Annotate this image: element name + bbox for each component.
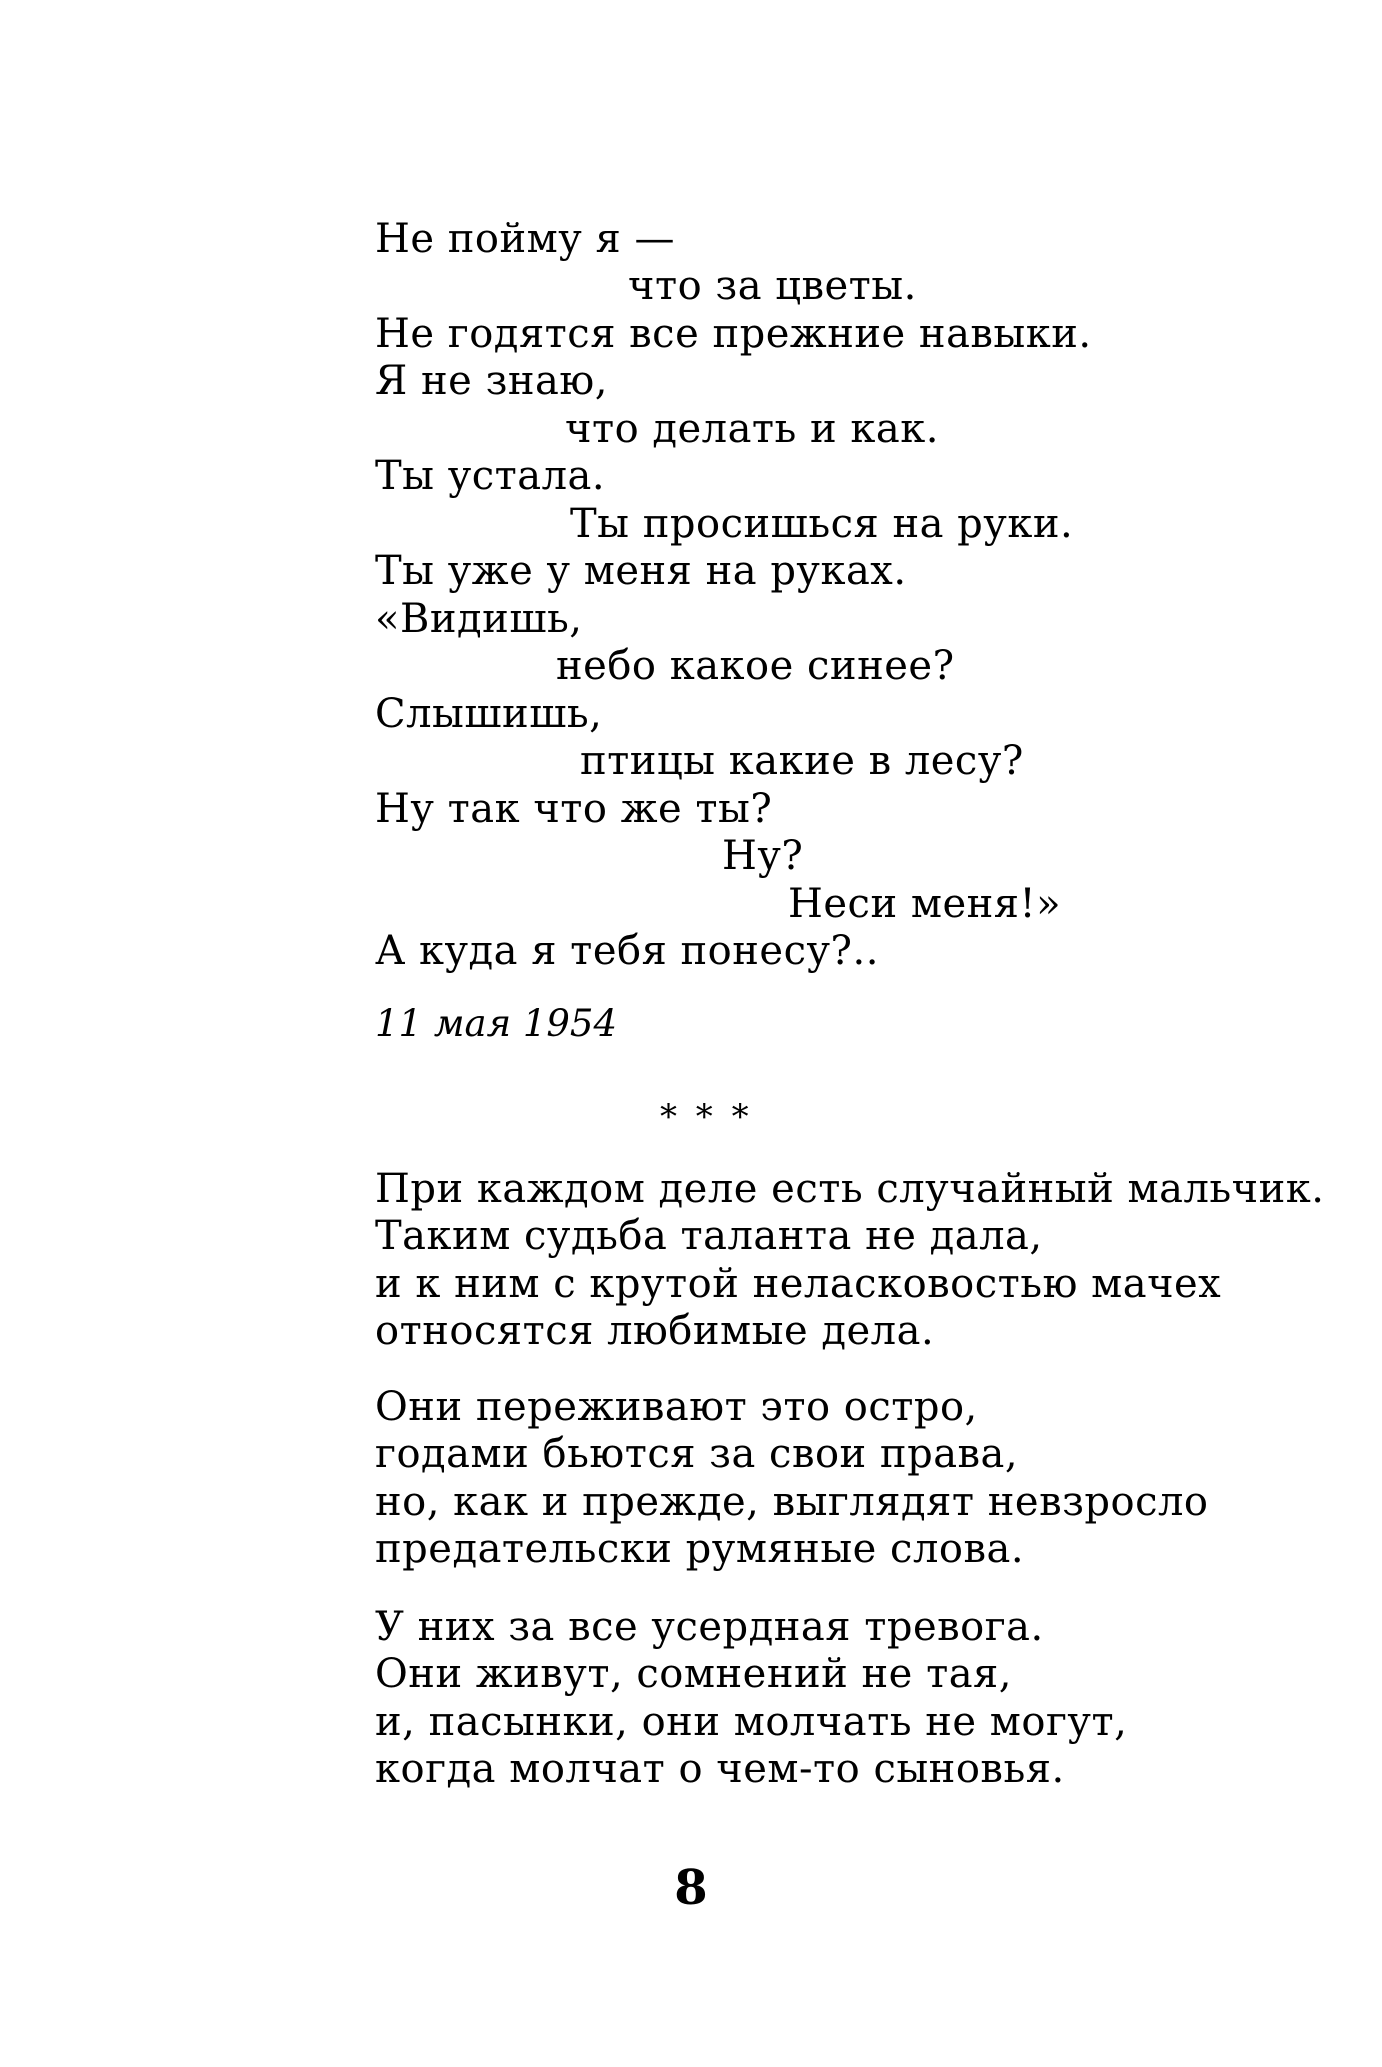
poem-line: Они живут, сомнений не тая, <box>375 1651 1012 1697</box>
poem-line: Таким судьба таланта не дала, <box>375 1213 1043 1259</box>
poem-line: относятся любимые дела. <box>375 1308 935 1354</box>
poem-line: годами бьются за свои права, <box>375 1431 1019 1477</box>
poem-line: небо какое синее? <box>556 643 955 689</box>
poem-line: птицы какие в лесу? <box>580 738 1024 784</box>
poem-line: При каждом деле есть случайный мальчик. <box>375 1166 1325 1212</box>
poem-line: «Видишь, <box>375 596 583 642</box>
poem-line: Я не знаю, <box>375 358 608 404</box>
poem-line: Ты устала. <box>375 453 606 499</box>
poem-line: что делать и как. <box>565 406 939 452</box>
poem-line: что за цветы. <box>628 263 917 309</box>
poem-line: Не годятся все прежние навыки. <box>375 311 1092 357</box>
poem-line: предательски румяные слова. <box>375 1526 1025 1572</box>
poem-line: Ты просишься на руки. <box>570 501 1074 547</box>
poem-line: Они переживают это остро, <box>375 1384 978 1430</box>
poem-date: 11 мая 1954 <box>375 1002 617 1045</box>
poem-line: Ну так что же ты? <box>375 786 773 832</box>
poem-line: Неси меня!» <box>788 881 1062 927</box>
poem-line: но, как и прежде, выглядят невзросло <box>375 1479 1209 1525</box>
poem-line: и к ним с крутой неласковостью мачех <box>375 1261 1222 1307</box>
poem-line: Ну? <box>722 833 804 879</box>
poem-line: У них за все усердная тревога. <box>375 1604 1044 1650</box>
page-number: 8 <box>674 1860 708 1916</box>
poem-line: Ты уже у меня на руках. <box>375 548 907 594</box>
poem-line: когда молчат о чем-то сыновья. <box>375 1746 1065 1792</box>
poem-line: и, пасынки, они молчать не могут, <box>375 1699 1128 1745</box>
section-separator: * * * <box>660 1097 753 1137</box>
poem-line: Слышишь, <box>375 691 603 737</box>
poem-line: Не пойму я — <box>375 216 675 262</box>
poem-line: А куда я тебя понесу?.. <box>375 928 879 974</box>
